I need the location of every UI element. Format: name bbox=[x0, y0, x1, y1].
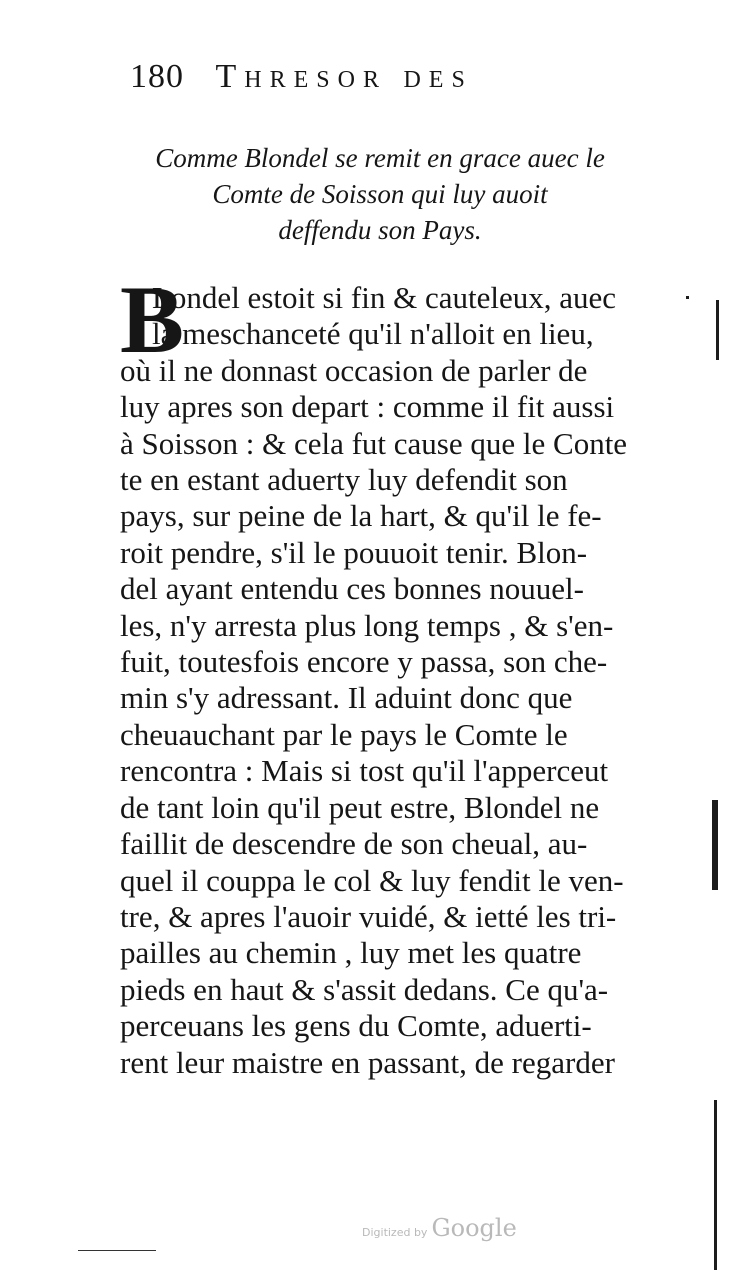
text-line: quel il couppa le col & luy fendit le ven- bbox=[120, 862, 624, 898]
page-number: 180 bbox=[130, 58, 184, 95]
chapter-heading bbox=[130, 140, 630, 248]
text-line: pailles au chemin , luy met les quatre bbox=[120, 935, 582, 971]
running-title: Thresor des bbox=[215, 58, 473, 95]
text-line: Londel estoit si fin & cauteleux, auec bbox=[152, 280, 616, 315]
text-line: rencontra : Mais si tost qu'il l'apperceut bbox=[120, 753, 609, 789]
text-line: fuit, toutesfois encore y passa, son che- bbox=[120, 644, 608, 680]
digitization-watermark bbox=[362, 1214, 517, 1242]
text-line: luy apres son depart : comme il fit aussi bbox=[120, 389, 615, 425]
margin-ink-mark bbox=[714, 1100, 717, 1270]
body-text bbox=[120, 266, 660, 1081]
watermark-brand: Google bbox=[431, 1214, 517, 1242]
text-line: cheuauchant par le pays le Comte le bbox=[120, 716, 568, 752]
running-head bbox=[130, 58, 590, 96]
text-line: rent leur maistre en passant, de regarder bbox=[120, 1044, 615, 1080]
margin-ink-mark bbox=[686, 296, 689, 299]
text-line: à Soisson : & cela fut cause que le Conte bbox=[120, 425, 628, 461]
text-line: pieds en haut & s'assit dedans. Ce qu'a- bbox=[120, 971, 609, 1007]
drop-cap: B bbox=[120, 266, 185, 373]
text-line: perceuans les gens du Comte, aduerti- bbox=[120, 1008, 592, 1044]
text-line: tre, & apres l'auoir vuidé, & ietté les tri- bbox=[120, 898, 617, 934]
text-line: pays, sur peine de la hart, & qu'il le fe- bbox=[120, 498, 602, 534]
heading-line: deffendu son Pays. bbox=[278, 215, 482, 245]
footer-rule bbox=[78, 1250, 156, 1251]
text-line: de tant loin qu'il peut estre, Blondel ne bbox=[120, 789, 600, 825]
text-line: où il ne donnast occasion de parler de bbox=[120, 352, 588, 388]
text-line: min s'y adressant. Il aduint donc que bbox=[120, 680, 573, 716]
watermark-prefix: Digitized by bbox=[362, 1226, 428, 1239]
margin-ink-mark bbox=[716, 300, 719, 360]
text-line: les, n'y arresta plus long temps , & s'en- bbox=[120, 607, 614, 643]
text-line: roit pendre, s'il le pouuoit tenir. Blon- bbox=[120, 534, 588, 570]
text-line: te en estant aduerty luy defendit son bbox=[120, 462, 568, 498]
heading-line: Comte de Soisson qui luy auoit bbox=[212, 179, 548, 209]
heading-line: Comme Blondel se remit en grace auec le bbox=[155, 143, 605, 173]
margin-ink-mark bbox=[712, 800, 718, 890]
text-line: del ayant entendu ces bonnes nouuel- bbox=[120, 571, 584, 607]
text-line: la meschanceté qu'il n'alloit en lieu, bbox=[152, 316, 594, 352]
text-line: faillit de descendre de son cheual, au- bbox=[120, 826, 588, 862]
